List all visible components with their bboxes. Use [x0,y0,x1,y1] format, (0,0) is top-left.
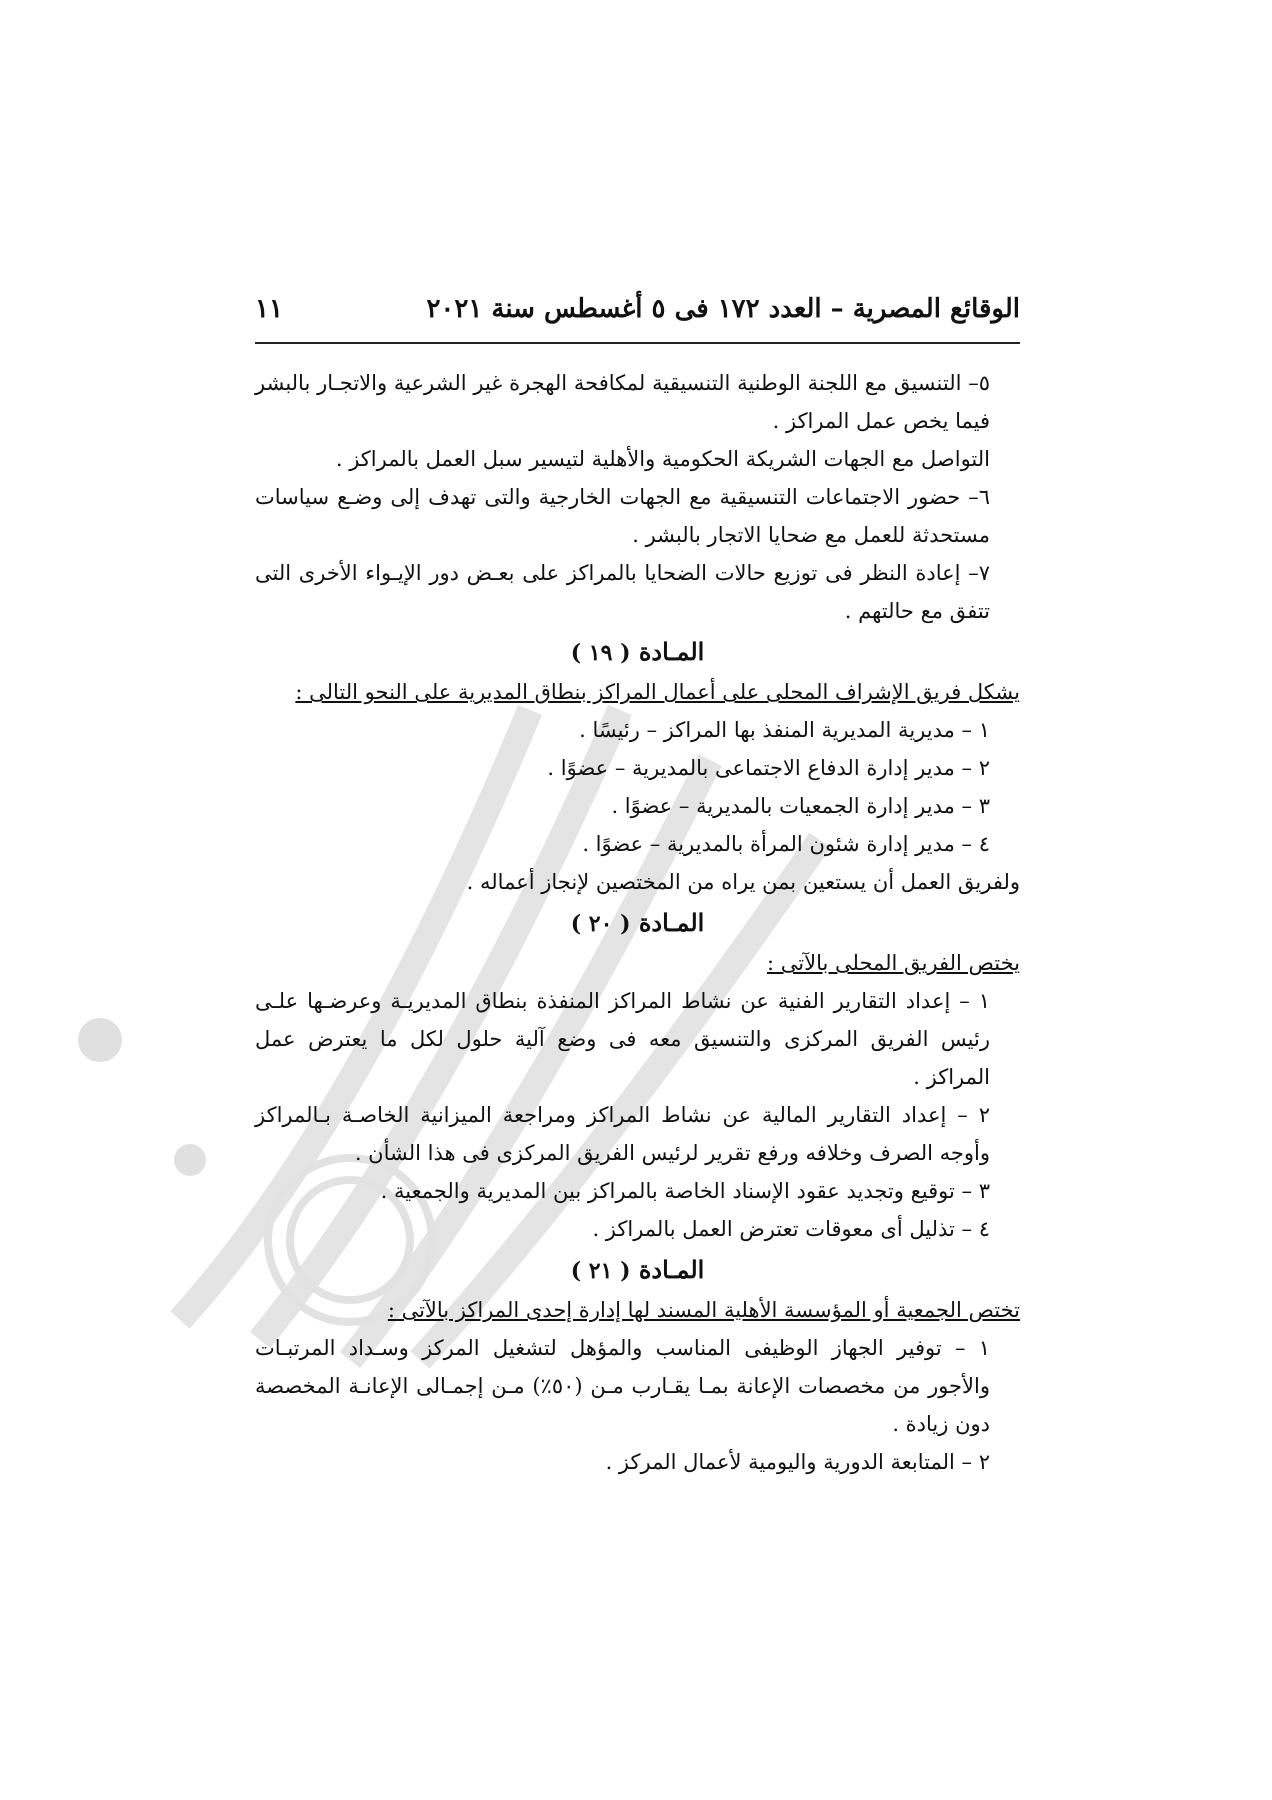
list-item: ٣ – مدير إدارة الجمعيات بالمديرية – عضوًا . [611,794,990,818]
item-7-paragraph: ٧– إعادة النظر فى توزيع حالات الضحايا بالمراكز على بعـض دور الإيـواء الأخرى التى تتفق مع حالتهم . [255,561,990,623]
article-number: ( ٢١ ) [570,1258,631,1284]
article-21-heading [255,1250,1020,1291]
article-20-intro [255,944,1020,982]
article-label: المـادة [638,908,705,937]
header-title: الوقائع المصرية – العدد ١٧٢ فى ٥ أغسطس سنة ٢٠٢١ [426,294,1020,324]
article-20-intro-text: يختص الفريق المحلى بالآتى : [767,951,1020,975]
list-item: ٤ – مدير إدارة شئون المرأة بالمديرية – عضوًا . [582,832,990,856]
list-item: ٤ – تذليل أى معوقات تعترض العمل بالمراكز . [592,1217,990,1241]
page-header [255,290,1020,344]
document-body [255,364,1020,1481]
list-item: ١ – توفير الجهاز الوظيفى المناسب والمؤهل لتشغيل المركز وسـداد المرتبـات والأجور من مخصصات الإعانة بمـا يقـارب مـن (٥٠٪) مـن إجمـالى الإعانـة المخصصة دون زيادة . [255,1336,990,1436]
liaison-paragraph: التواصل مع الجهات الشريكة الحكومية والأهلية لتيسير سبل العمل بالمراكز . [335,447,990,471]
article-number: ( ٢٠ ) [570,911,631,937]
article-21-intro [255,1291,1020,1329]
article-20-heading [255,903,1020,944]
article-number: ( ١٩ ) [570,640,631,666]
article-label: المـادة [638,637,705,666]
page-number: ١١ [255,294,283,324]
item-5-paragraph: ٥– التنسيق مع اللجنة الوطنية التنسيقية لمكافحة الهجرة غير الشرعية والاتجـار بالبشر فيما يخص عمل المراكز . [255,371,990,433]
list-item: ١ – إعداد التقارير الفنية عن نشاط المراكز المنفذة بنطاق المديريـة وعرضـها علـى رئيس الفريق المركزى والتنسيق معه فى وضع آلية حلول لكل ما يعترض عمل المراكز . [255,989,990,1089]
list-item: ٢ – المتابعة الدورية واليومية لأعمال المركز . [605,1450,990,1474]
list-item: ٢ – مدير إدارة الدفاع الاجتماعى بالمديرية – عضوًا . [547,756,990,780]
article-19-heading [255,632,1020,673]
list-item: ١ – مديرية المديرية المنفذ بها المراكز – رئيسًا . [579,718,990,742]
article-19-intro-text: يشكل فريق الإشراف المحلى على أعمال المراكز بنطاق المديرية على النحو التالى : [295,680,1020,704]
document-page [255,290,1020,1481]
article-21-intro-text: تختص الجمعية أو المؤسسة الأهلية المسند لها إدارة إحدى المراكز بالآتى : [387,1298,1020,1322]
list-item: ٣ – توقيع وتجديد عقود الإسناد الخاصة بالمراكز بين المديرية والجمعية . [380,1179,990,1203]
item-6-paragraph: ٦– حضور الاجتماعات التنسيقية مع الجهات الخارجية والتى تهدف إلى وضـع سياسات مستحدثة للعمل مع ضحايا الاتجار بالبشر . [255,485,990,547]
article-label: المـادة [638,1255,705,1284]
article-19-closing: ولفريق العمل أن يستعين بمن يراه من المختصين لإنجاز أعماله . [466,870,1020,894]
article-19-intro [255,673,1020,711]
list-item: ٢ – إعداد التقارير المالية عن نشاط المراكز ومراجعة الميزانية الخاصـة بـالمراكز وأوجه الصرف وخلافه ورفع تقرير لرئيس الفريق المركزى فى هذا الشأن . [255,1103,990,1165]
